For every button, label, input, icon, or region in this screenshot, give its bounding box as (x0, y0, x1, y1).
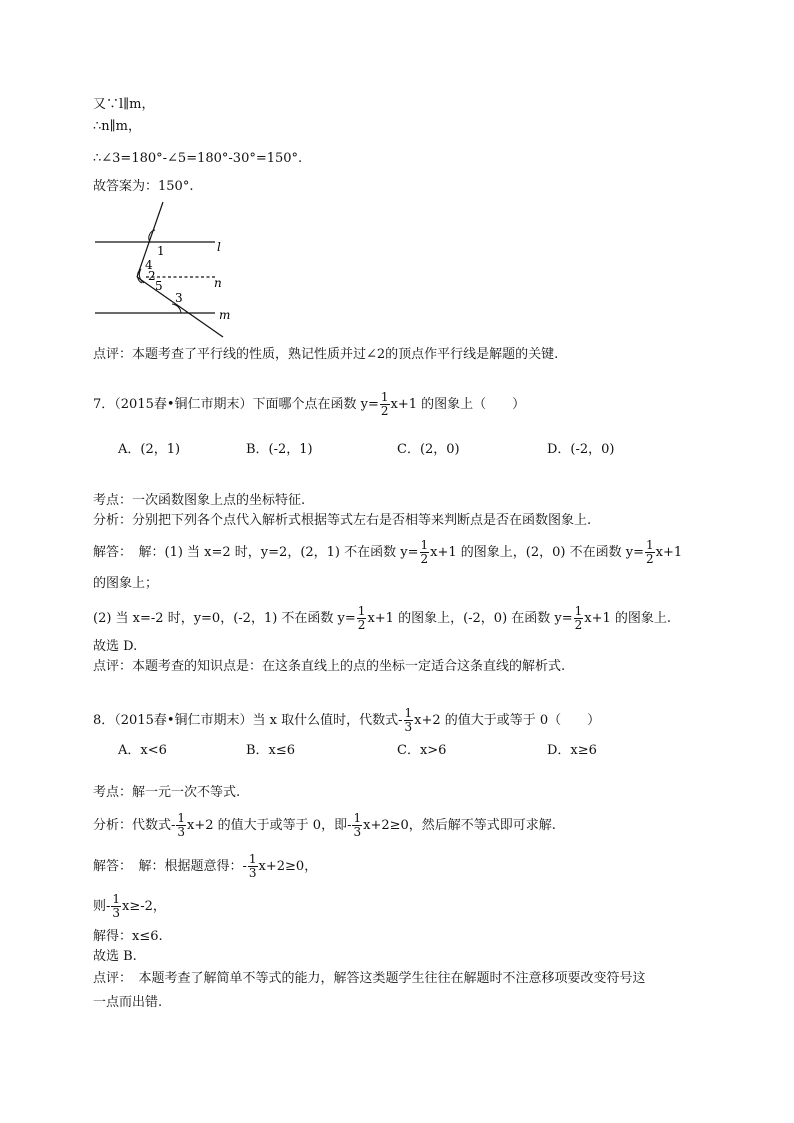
question-7-stem: 7．（2015春•铜仁市期末）下面哪个点在函数 y= $\frac{1}{2}$ x+1 的图象上（ ） (93, 390, 526, 418)
jieda-line: 解答： 解：(1) 当 x=2 时，y=2，(2，1) 不在函数 y= $\frac{1}{2}$ x+1 的图象上，(2，0) 不在函数 y= $\frac{1}{2}$ x+1 (93, 538, 683, 566)
text-line: 又∵l∥m， (93, 97, 155, 112)
text-line: ∴∠3=180°-∠5=180°-30°=150°. (93, 151, 303, 166)
angle-label-5: 5 (155, 279, 163, 293)
option-b: B．(-2，1) (246, 442, 313, 457)
text-line: 故选 D. (93, 639, 138, 654)
text-line: 则- $\frac{1}{3}$ x≥-2， (93, 892, 166, 920)
angle-label-3: 3 (175, 291, 183, 305)
line-label-m: m (219, 308, 231, 322)
angle-label-4: 4 (145, 258, 153, 272)
text-line: 解得：x≤6. (93, 929, 163, 944)
option-a: A．(2，1) (118, 442, 181, 457)
option-d: D．x≥6 (547, 743, 597, 758)
question-8-stem: 8．（2015春•铜仁市期末）当 x 取什么值时，代数式- $\frac{1}{3}$ x+2 的值大于或等于 0（ ） (93, 706, 601, 734)
transversal-lower (137, 277, 223, 337)
kaodian: 考点：解一元一次不等式. (93, 785, 241, 800)
line-label-n: n (214, 276, 222, 290)
option-b: B．x≤6 (246, 743, 296, 758)
jieda-line: 解答： 解：根据题意得：- $\frac{1}{3}$ x+2≥0， (93, 852, 318, 880)
text-line: ∴n∥m， (93, 119, 141, 134)
kaodian: 考点：一次函数图象上点的坐标特征. (93, 493, 306, 508)
text-line: 故选 B. (93, 949, 137, 964)
text-line: 故答案为：150°. (93, 179, 194, 194)
option-d: D．(-2，0) (547, 442, 615, 457)
comment: 一点而出错. (93, 995, 163, 1010)
fenxi: 分析：代数式- $\frac{1}{3}$ x+2 的值大于或等于 0，即- $\frac{1}{3}$ x+2≥0，然后解不等式即可求解. (93, 811, 556, 839)
fraction-one-half: $\frac{1}{2}$ (380, 390, 389, 418)
option-a: A．x<6 (118, 743, 167, 758)
line-label-l: l (217, 240, 221, 254)
angle-label-2: 2 (148, 269, 156, 283)
angle-label-1: 1 (157, 244, 165, 258)
option-c: C．(2，0) (397, 442, 460, 457)
text-line: 的图象上； (93, 576, 159, 591)
option-c: C．x>6 (397, 743, 447, 758)
comment: 点评： 本题考查了解简单不等式的能力，解答这类题学生往往在解题时不注意移项要改变符号这 (93, 971, 646, 986)
jieda-line: (2) 当 x=-2 时，y=0，(-2，1) 不在函数 y= $\frac{1}{2}$ x+1 的图象上，(-2，0) 在函数 y= $\frac{1}{2}$ x+1 的图象上. (93, 604, 672, 632)
parallel-lines-figure (88, 200, 248, 340)
fenxi: 分析：分别把下列各个点代入解析式根据等式左右是否相等来判断点是否在函数图象上. (93, 513, 592, 528)
comment: 点评：本题考查了平行线的性质，熟记性质并过∠2的顶点作平行线是解题的关键. (93, 347, 559, 362)
fraction-one-third: $\frac{1}{3}$ (404, 706, 413, 734)
comment: 点评：本题考查的知识点是：在这条直线上的点的坐标一定适合这条直线的解析式. (93, 659, 566, 674)
